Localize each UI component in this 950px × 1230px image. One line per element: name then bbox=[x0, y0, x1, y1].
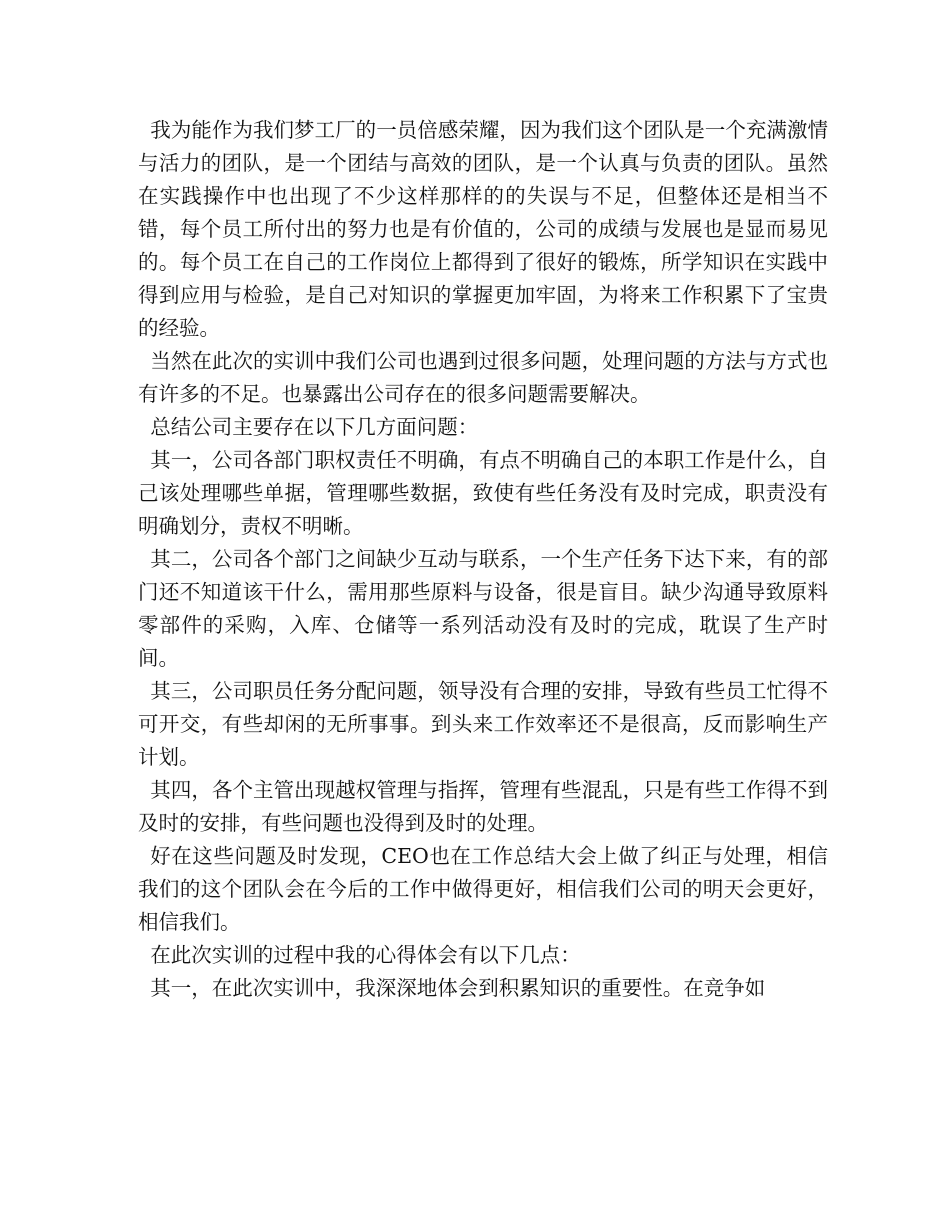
paragraph-6: 其三，公司职员任务分配问题，领导没有合理的安排，导致有些员工忙得不可开交，有些却闲的无所事事。到头来工作效率还不是很高，反而影响生产计划。 bbox=[138, 679, 828, 769]
paragraph-2: 当然在此次的实训中我们公司也遇到过很多问题，处理问题的方法与方式也有许多的不足。也暴露出公司存在的很多问题需要解决。 bbox=[138, 349, 828, 406]
paragraph-3: 总结公司主要存在以下几方面问题： bbox=[150, 415, 479, 439]
paragraph-10: 其一，在此次实训中，我深深地体会到积累知识的重要性。在竞争如 bbox=[150, 976, 766, 1000]
paragraph-8: 好在这些问题及时发现，CEO也在工作总结大会上做了纠正与处理，相信我们的这个团队会在今后的工作中做得更好，相信我们公司的明天会更好，相信我们。 bbox=[138, 844, 828, 934]
paragraph-4: 其一，公司各部门职权责任不明确，有点不明确自己的本职工作是什么，自己该处理哪些单据，管理哪些数据，致使有些任务没有及时完成，职责没有明确划分，责权不明晰。 bbox=[138, 448, 828, 538]
paragraph-1: 我为能作为我们梦工厂的一员倍感荣耀，因为我们这个团队是一个充满激情与活力的团队，是一个团结与高效的团队，是一个认真与负责的团队。虽然在实践操作中也出现了不少这样那样的的失误与不足，但整体还是相当不错，每个员工所付出的努力也是有价值的，公司的成绩与发展也是显而易见的。每个员工在自己的工作岗位上都得到了很好的锻炼，所学知识在实践中得到应用与检验，是自己对知识的掌握更加牢固，为将来工作积累下了宝贵的经验。 bbox=[138, 118, 828, 340]
document-body bbox=[138, 114, 828, 1005]
paragraph-5: 其二，公司各个部门之间缺少互动与联系，一个生产任务下达下来，有的部门还不知道该干什么，需用那些原料与设备，很是盲目。缺少沟通导致原料零部件的采购，入库、仓储等一系列活动没有及时的完成，耽误了生产时间。 bbox=[138, 547, 828, 670]
paragraph-9: 在此次实训的过程中我的心得体会有以下几点： bbox=[150, 943, 581, 967]
paragraph-7: 其四，各个主管出现越权管理与指挥，管理有些混乱，只是有些工作得不到及时的安排，有些问题也没得到及时的处理。 bbox=[138, 778, 828, 835]
